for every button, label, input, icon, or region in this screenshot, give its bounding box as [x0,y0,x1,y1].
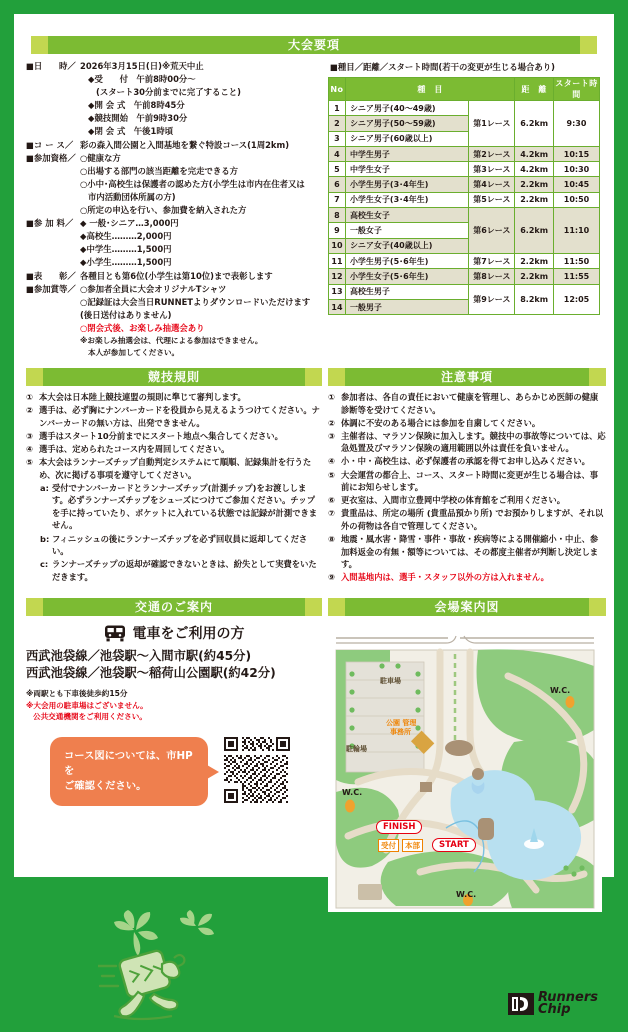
train-heading: 電車をご利用の方 [132,626,245,643]
list-item-text: 更衣室は、入間市立豊岡中学校の体育館をご利用ください。 [341,495,566,506]
fee-0: ◆ 一般･シニア…3,000円 [80,218,179,229]
eligibility-line [26,152,322,165]
map-box-reception: 受付 [378,839,399,852]
logo-line-2: Chip [537,1002,571,1018]
rules-title: 競技規則 [43,368,305,386]
list-item [26,533,322,558]
list-item-marker: ② [26,405,34,416]
cell-event-name: 小学生女子(5･6年生) [345,269,468,284]
overview-title: 大会要項 [48,36,580,54]
race-table-caption: ■種目／距離／スタート時間(若干の変更が生じる場合あり) [330,62,555,72]
list-item-text: 体調に不安のある場合には参加を自粛してください。 [341,417,541,428]
date-sub-1: (スタート30分前までに完了すること) [96,87,241,98]
list-item-marker: ⑤ [26,456,34,467]
route-1: 西武池袋線／池袋駅〜稲荷山公園駅(約42分) [26,665,276,680]
cell-start-time: 11:55 [553,269,599,284]
cell-start-time: 9:30 [553,101,599,147]
list-item-marker: b: [40,533,50,544]
section-header-transport [26,598,322,616]
table-row [329,101,600,116]
list-item-marker: c: [40,559,49,570]
date-label: ■日 時／ [26,61,76,71]
list-item [26,482,322,532]
list-item [328,533,606,571]
list-item-marker: ⑥ [328,495,336,506]
eligibility-label: ■参加資格／ [26,152,76,163]
list-item [26,558,322,583]
fee-3: ◆小学生………1,500円 [80,257,172,268]
cell-no: 5 [329,162,346,177]
list-item-text: 参加者は、各自の責任において健康を管理し、あらかじめ医師の健康診断等を受けてください。 [341,391,599,415]
fee-label: ■参 加 料／ [26,218,74,229]
mascot-illustration [98,910,328,1030]
list-item-text: 選手はスタート10分前までにスタート地点へ集合してください。 [39,430,283,441]
callout-row [26,737,322,807]
cell-distance: 4.2km [515,162,554,177]
eligibility-3: 市内活動団体所属の方) [88,191,176,202]
cell-start-time: 10:15 [553,146,599,161]
section-header-rules [26,368,322,386]
map-box-headquarters: 本部 [402,839,423,852]
map-label-bicycle-parking: 駐輪場 [346,745,367,754]
cell-race: 第6レース [469,208,515,254]
list-item-marker: ④ [328,456,336,467]
rules-sub-list [26,482,322,584]
cell-event-name: シニア男子(60歳以上) [345,131,468,146]
bar-cap-left [328,598,345,616]
list-item [26,443,322,456]
cell-start-time: 12:05 [553,284,599,315]
list-item-text: 主催者は、マラソン保険に加入します。競技中の事故等については、応急処置及びマラソン保険の適用範囲以外は責任を負いません。 [341,430,606,454]
list-item [328,469,606,494]
table-row [329,162,600,177]
list-item-text: 入間基地内は、選手・スタッフ以外の方は入れません。 [341,572,549,583]
table-row [329,146,600,161]
footer-art [14,912,614,1032]
cell-event-name: 小学生男子(5･6年生) [345,253,468,268]
map-pill-finish: FINISH [376,820,422,834]
cell-event-name: 中学生男子 [345,146,468,161]
cell-event-name: 高校生女子 [345,208,468,223]
cell-race: 第9レース [469,284,515,315]
bar-cap-right [580,36,597,54]
cell-event-name: 高校生男子 [345,284,468,299]
cell-distance: 2.2km [515,177,554,192]
route-0: 西武池袋線／池袋駅〜入間市駅(約45分) [26,649,252,664]
cell-race: 第5レース [469,192,515,207]
list-item-marker: ③ [328,430,336,441]
list-item-marker: ⑤ [328,469,336,480]
list-item-marker: ④ [26,443,34,454]
cell-no: 4 [329,146,346,161]
notes-block [328,368,606,584]
cell-distance: 2.2km [515,253,554,268]
cell-no: 1 [329,101,346,116]
cell-no: 6 [329,177,346,192]
cell-race: 第8レース [469,269,515,284]
logo-line-1: Runners [537,990,598,1006]
award-label: ■表 彰／ [26,270,76,281]
list-item [26,391,322,404]
runners-chip-logo [508,992,598,1016]
cell-race: 第4レース [469,177,515,192]
list-item [328,455,606,468]
list-item [26,404,322,429]
date-sub-2: ◆開 会 式 午前8時45分 [88,100,185,111]
bar-cap-left [328,368,345,386]
award-line [26,270,322,283]
rules-notes-row [14,368,614,584]
cell-distance: 8.2km [515,284,554,315]
map-label-park-office-1: 公園 管理 [386,719,417,728]
section-header-notes [328,368,606,386]
cell-distance: 6.2km [515,208,554,254]
rules-block [26,368,322,584]
table-row [329,253,600,268]
list-item-text: 大会運営の都合上、コース、スタート時間に変更が生じる場合は、事前にお知らせします。 [341,469,599,493]
table-row [329,269,600,284]
list-item [328,430,606,455]
overview-row [14,60,614,359]
cell-race: 第1レース [469,101,515,147]
gift-0: ○参加者全員に大会オリジナルTシャツ [80,283,227,294]
list-item [328,571,606,584]
eligibility-2: ○小中･高校生は保護者の認めた方(小学生は市内在住者又は [80,178,305,189]
note-parking-1: ※大会用の駐車場はございません。 [26,700,148,710]
list-item-text: 本大会は日本陸上競技連盟の規則に準じて審判します。 [39,391,246,402]
gift-line [26,283,322,296]
gift-2: (後日送付はありません) [80,309,172,320]
list-item-marker: a: [40,482,49,493]
flyer-page [14,14,614,1018]
cell-no: 13 [329,284,346,299]
award-value: 各種目とも第6位(小学生は第10位)まで表彰します [80,270,273,281]
cell-event-name: 中学生女子 [345,162,468,177]
callout-line-2: ご確認ください。 [64,780,147,793]
cell-start-time: 11:10 [553,208,599,254]
date-sub-0: ◆受 付 午前8時00分〜 [88,74,196,85]
map-label-wc-3: W.C. [456,890,477,900]
train-heading-row [26,623,322,643]
list-item-marker: ① [26,391,34,402]
list-item [26,456,322,481]
cell-no: 8 [329,208,346,223]
list-item-marker: ② [328,417,336,428]
bar-cap-left [26,598,43,616]
map-label-park-office-2: 事務所 [390,728,411,737]
cell-no: 9 [329,223,346,238]
map-label-wc-1: W.C. [550,686,571,696]
map-block [328,598,606,912]
cell-event-name: シニア女子(40歳以上) [345,238,468,253]
bar-cap-left [26,368,43,386]
cell-start-time: 10:50 [553,192,599,207]
list-item [328,391,606,416]
cell-event-name: シニア男子(50〜59歳) [345,116,468,131]
gift-label: ■参加賞等／ [26,283,76,294]
th-distance: 距 離 [515,78,554,101]
cell-no: 11 [329,253,346,268]
list-item-text: 受付でナンバーカードとランナーズチップ(計測チップ)をお渡しします。必ずランナーズチップをシューズにつけてご参加ください。チップを手に持っていたり、ポケットに入れている状態では記録が計測できません。 [52,482,318,531]
date-sub-3: ◆競技開始 午前9時30分 [88,113,188,124]
section-header-overview [31,36,597,54]
list-item-text: 地震・風水害・降雪・事件・事故・疾病等による開催縮小・中止、参加料返金の有無・額等については、その都度主催者が判断し決定します。 [341,534,599,570]
cell-no: 2 [329,116,346,131]
rules-list [26,391,322,481]
course-line [26,139,322,152]
list-item-text: 本大会はランナーズチップ自動判定システムにて順順、記録集計を行うため、次に掲げる事項を遵守してください。 [39,456,312,480]
bar-cap-right [305,598,322,616]
cell-distance: 2.2km [515,269,554,284]
list-item-marker: ⑨ [328,572,336,583]
transport-title: 交通のご案内 [43,598,305,616]
venue-map[interactable] [328,622,602,912]
map-label-parking: 駐車場 [380,677,401,686]
transport-map-row [14,598,614,912]
fee-2: ◆中学生………1,500円 [80,244,172,255]
cell-no: 7 [329,192,346,207]
train-icon [104,625,126,642]
list-item-text: 貴重品は、所定の場所 (貴重品預かり所) でお預かりしますが、それ以外の荷物は各自で管理してください。 [341,508,604,531]
gift-note-1: 本人が参加してください。 [88,347,180,357]
notes-title: 注意事項 [345,368,589,386]
cell-race: 第2レース [469,146,515,161]
map-label-wc-2: W.C. [342,788,363,798]
race-table-block [328,60,606,359]
table-row [329,208,600,223]
map-pill-start: START [432,838,476,852]
bar-cap-right [305,368,322,386]
eligibility-0: ○健康な方 [80,152,121,163]
overview-details [26,60,322,359]
fee-line [26,217,322,230]
gift-red-note: ○閉会式後、お楽しみ抽選会あり [80,322,205,333]
bar-cap-right [589,368,606,386]
qr-code-image [224,737,290,803]
list-item-marker: ① [328,391,336,402]
cell-race: 第7レース [469,253,515,268]
eligibility-4: ○所定の申込を行い、参加費を納入された方 [80,205,247,216]
list-item [26,430,322,443]
race-table [328,77,600,315]
cell-no: 12 [329,269,346,284]
table-row [329,284,600,299]
note-walk: ※両駅とも下車後徒歩約15分 [26,689,128,699]
cell-start-time: 10:30 [553,162,599,177]
transport-block [26,598,322,912]
fee-1: ◆高校生………2,000円 [80,231,172,242]
list-item-text: 小・中・高校生は、必ず保護者の承認を得てお申し込みください。 [341,456,590,467]
runners-chip-mark-icon [508,993,534,1015]
list-item-marker: ⑦ [328,508,336,519]
callout-line-1: コース図については、市HPを [64,750,193,778]
cell-event-name: シニア男子(40〜49歳) [345,101,468,116]
list-item-text: 選手は、必ず胸にナンバーカードを役員から見えるようつけてください。ナンバーカードの無い方は、出発できません。 [39,405,320,428]
notes-list [328,391,606,584]
th-no: No [329,78,346,101]
course-map-callout [50,737,208,806]
list-item-marker: ③ [26,430,34,441]
list-item-marker: ⑧ [328,534,336,544]
runners-chip-wordmark [538,992,598,1016]
cell-start-time: 10:45 [553,177,599,192]
list-item [328,494,606,507]
list-item [328,507,606,532]
cell-no: 14 [329,299,346,314]
table-row [329,192,600,207]
date-value: 2026年3月15日(日)※荒天中止 [80,61,204,71]
race-table-header-row [329,78,600,101]
list-item-text: 選手は、定められたコース内を周回してください。 [39,443,230,454]
cell-event-name: 一般男子 [345,299,468,314]
course-label: ■コ ー ス／ [26,139,74,150]
cell-race: 第3レース [469,162,515,177]
date-sub-4: ◆閉 会 式 午後1時頃 [88,126,174,137]
cell-start-time: 11:50 [553,253,599,268]
section-header-map [328,598,606,616]
bar-cap-right [589,598,606,616]
cell-event-name: 小学生男子(3･4年生) [345,177,468,192]
venue-map-graphic [328,622,602,912]
cell-distance: 6.2km [515,101,554,147]
cell-no: 3 [329,131,346,146]
list-item-text: フィニッシュの後にランナーズチップを必ず回収員に返却してください。 [52,533,308,557]
gift-note-0: ※お楽しみ抽選会は、代理による参加はできません。 [80,335,263,345]
th-event: 種 目 [345,78,514,101]
cell-distance: 2.2km [515,192,554,207]
qr-code[interactable] [224,737,290,807]
bar-cap-left [31,36,48,54]
note-parking-2: 公共交通機関をご利用ください。 [33,712,147,722]
eligibility-1: ○出場する部門の該当距離を完走できる方 [80,165,239,176]
cell-event-name: 小学生女子(3･4年生) [345,192,468,207]
list-item [328,417,606,430]
cell-no: 10 [329,238,346,253]
course-value: 彩の森入間公園と入間基地を繋ぐ特設コース(1周2km) [80,139,290,150]
list-item-text: ランナーズチップの返却が確認できないときは、紛失として実費をいただきます。 [52,559,317,582]
race-table-body [329,101,600,315]
cell-distance: 4.2km [515,146,554,161]
map-title: 会場案内図 [345,598,589,616]
cell-event-name: 一般女子 [345,223,468,238]
gift-1: ○記録証は大会当日RUNNETよりダウンロードいただけます [80,296,311,307]
date-line [26,60,322,73]
table-row [329,177,600,192]
th-start: スタート時間 [555,79,598,99]
